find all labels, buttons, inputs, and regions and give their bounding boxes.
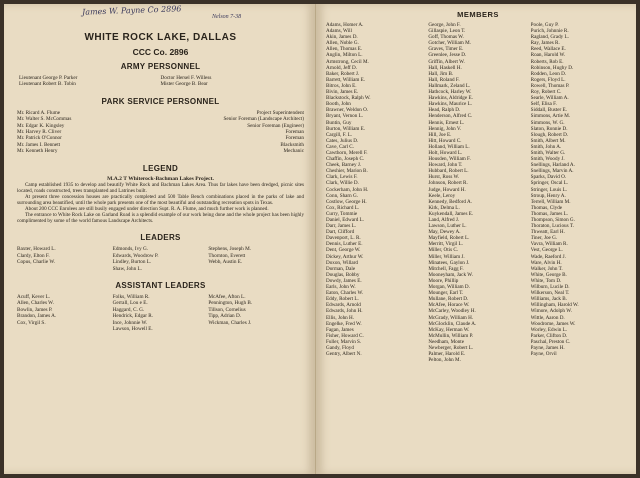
assistant-leader-name: Brandon, James A. <box>17 313 57 320</box>
leader-name: Stephens, Joseph M. <box>208 246 251 253</box>
member-name: Mooneyham, Jack W. <box>428 271 473 278</box>
member-name: Edwards, John H. <box>326 308 363 315</box>
army-heading: ARMY PERSONNEL <box>120 62 201 71</box>
member-name: Fisher, Howard C. <box>326 332 364 339</box>
member-name: Cheshier, Marion B. <box>326 168 368 175</box>
assistant-leader-name: Hendrick, Edgar R. <box>112 313 153 320</box>
members-columns <box>326 22 630 363</box>
member-name: Dickey, Arthur W. <box>326 253 364 260</box>
member-name: McKay, Herman W. <box>428 326 470 333</box>
member-name: Payne, James H. <box>530 344 565 351</box>
member-name: Hawkins, Aldridge E. <box>428 95 473 102</box>
member-name: Dowdy, James E. <box>326 277 362 284</box>
member-name: Dart, Clifford <box>326 229 355 236</box>
leader-name: Lindley, Burton L. <box>112 259 152 266</box>
member-name: Arnold, Jeff D. <box>326 64 358 71</box>
leader-name: Thornton, Everett <box>208 252 246 259</box>
member-name: Hennig, John V. <box>428 125 462 132</box>
member-name: Hall, Jim B. <box>428 70 454 77</box>
member-name: Vest, George L. <box>530 247 563 254</box>
park-person-row <box>15 148 306 154</box>
member-name: White, George B. <box>530 271 567 278</box>
member-name: Cawthorn, Merell F. <box>326 149 368 156</box>
member-name: Smith, Woody J. <box>530 156 565 163</box>
handwritten-note-2: Nelson 7-38 <box>212 14 242 20</box>
member-name: Payne, Orvil <box>530 351 557 358</box>
left-page <box>4 4 316 474</box>
army-person: Mister George B. Bear <box>160 81 208 88</box>
assistant-leader-name: Tillson, Cornelius <box>208 306 246 313</box>
member-name: Miller, William J. <box>428 253 465 260</box>
member-name: Newberger, Robert L. <box>428 344 474 351</box>
member-name: Thoraton, Lucious T. <box>530 223 574 230</box>
member-name: Henderson, Alfred C. <box>428 113 473 120</box>
member-name: Robinson, Hughy D. <box>530 64 574 71</box>
member-name: Bitros, John E. <box>326 82 357 89</box>
member-name: Armstrong, Cecil M. <box>326 58 369 65</box>
member-name: Ragland, Grady L. <box>530 34 569 41</box>
member-name: Mullane, Robert D. <box>428 296 469 303</box>
member-name: Buntin, Guy <box>326 119 352 126</box>
member-name: Brawner, Weldon O. <box>326 107 369 114</box>
park-person-name: Mr. Edgar K. Kingsley <box>17 122 65 129</box>
member-name: Self, Elisa F. <box>530 101 557 108</box>
member-name: Doxon, Willard <box>326 259 358 266</box>
member-name: Dennis, Luther E. <box>326 241 363 248</box>
park-person-name: Mr. Patrick O'Connor <box>17 135 62 142</box>
member-name: Rowell, Thomas P. <box>530 82 570 89</box>
member-name: Wade, Raeford J. <box>530 253 566 260</box>
member-name: Fagan, James <box>326 326 354 333</box>
park-person-role: Senior Foreman (Engineer) <box>247 122 304 129</box>
member-name: Costlow, George H. <box>326 198 367 205</box>
assistant-leaders-list <box>15 294 306 332</box>
member-name: Hawkins, Maurice L. <box>428 101 473 108</box>
assistant-leader-name: Bowlin, James P. <box>17 306 53 313</box>
member-name: Graves, Timer E. <box>428 46 464 53</box>
member-name: Terrell, William M. <box>530 198 571 205</box>
member-name: Woodrome, James W. <box>530 320 576 327</box>
member-name: Housden, William F. <box>428 156 471 163</box>
member-name: Wittle, Aaron D. <box>530 314 565 321</box>
member-name: Chaffin, Joseph C. <box>326 156 365 163</box>
leader-name: Clardy, Elton F. <box>17 252 50 259</box>
park-person-name: Mr. Kenneth Henry <box>17 148 58 155</box>
leaders-list <box>15 246 306 272</box>
member-name: Gillaspie, Leon T. <box>428 28 466 35</box>
leader-name: Edwards, Woodrow P. <box>112 252 159 259</box>
member-name: Allen, Noble G. <box>326 40 359 47</box>
member-name: Williams, Jack B. <box>530 296 567 303</box>
legend-text <box>15 182 306 225</box>
assistant-leader-name: Gerrall, Lou e E. <box>112 300 148 307</box>
assistant-leader-name: Tipp, Adrian D. <box>208 313 241 320</box>
member-name: Slough, Robert D. <box>530 131 569 138</box>
leader-name: Baxter, Howard L. <box>17 246 56 253</box>
legend-subtitle: M.A.2 T Whiterock-Bachman Lakes Project. <box>107 175 214 182</box>
member-name: Snellings, Marvin A. <box>530 168 574 175</box>
leader-name: Webb, Austin E. <box>208 259 243 266</box>
assistant-leader-name: Allen, Charles W. <box>17 300 54 307</box>
member-name: Sparks, David O. <box>530 174 567 181</box>
member-name: Snellings, Harland A. <box>530 162 575 169</box>
booklet-spread <box>4 4 636 474</box>
member-name: McAfee, Horace W. <box>428 302 470 309</box>
member-name: Eaton, Charles W. <box>326 290 364 297</box>
member-name: Fuller, Marvin S. <box>326 338 362 345</box>
member-name: Cave, Carl C. <box>326 143 354 150</box>
member-name: Wilburn, Lucile D. <box>530 284 570 291</box>
members-column-3 <box>531 22 630 363</box>
member-name: Kirk, Delma L. <box>428 204 460 211</box>
member-name: Minatees, Gaylon J. <box>428 259 470 266</box>
assistant-leader-name: Pennington, Hugh B. <box>208 300 253 307</box>
member-name: Gandy, Floyd <box>326 344 354 351</box>
member-name: Pelton, John M. <box>428 357 461 364</box>
member-name: Thweatt, Earl H. <box>530 229 565 236</box>
member-name: Simmons, Artie M. <box>530 113 571 120</box>
park-person-role: Blacksmith <box>280 141 304 148</box>
leader-name <box>17 266 113 272</box>
page-title: WHITE ROCK LAKE, DALLAS <box>84 32 237 43</box>
member-name: Hallmark, Zeland L. <box>428 82 471 89</box>
member-name: Keele, Leroy <box>428 192 456 199</box>
assistant-leader-name: Acuff, Kever L. <box>17 293 51 300</box>
member-name: Smith, Walter G. <box>530 149 566 156</box>
member-name: Wilkerson, Neal T. <box>530 290 570 297</box>
member-name: Adams, Homer A. <box>326 22 364 28</box>
member-name: Anglin, Milton L. <box>326 52 363 59</box>
assistant-leader-name <box>208 326 304 332</box>
legend-paragraph: At present three concession houses are practically completed and 500 Table Bench combinations placed in the parks of lake and surrounding area beautified, until the whole park presents one of the most beautiful and outstanding recreation spots in Texas. <box>17 193 304 206</box>
member-name: Cargill, F. L. <box>326 131 353 138</box>
member-name: Clark, Willie D. <box>326 180 359 187</box>
member-name: Gotcher, William M. <box>428 40 471 47</box>
member-name: May, Dewey A. <box>428 229 461 236</box>
leader-name: Shaw, John L. <box>112 265 143 272</box>
leader-name <box>208 266 304 272</box>
park-person-role: Foreman <box>285 135 304 142</box>
member-name: McMullin, William P. <box>428 332 474 339</box>
member-name: Booth, John <box>326 101 351 108</box>
park-list <box>15 110 306 155</box>
member-name: Howard, John T. <box>428 162 463 169</box>
assistant-leaders-heading: ASSISTANT LEADERS <box>115 280 206 290</box>
member-name: George, John F. <box>428 22 461 28</box>
member-name: Needham, Monte <box>428 338 465 345</box>
member-name: Baker, Robert J. <box>326 70 360 77</box>
member-name: Gentry, Albert N. <box>326 351 362 358</box>
member-name: Clark, Lewis F. <box>326 174 358 181</box>
member-name: Davenport, L. R. <box>326 235 361 242</box>
park-person-role: Foreman <box>285 129 304 136</box>
member-name: Reed, Wallace E. <box>530 46 566 53</box>
member-name: Dorman, Dale <box>326 265 356 272</box>
member-name: Kennedy, Bedford A. <box>428 198 472 205</box>
member-name: Thomas, Clyde <box>530 204 563 211</box>
member-name: Douglas, Bobby <box>326 271 360 278</box>
member-name: Cheek, Barney J. <box>326 162 362 169</box>
member-name: Merritt, Virgil L. <box>428 241 463 248</box>
member-name: Hitt, Howard C. <box>428 137 462 144</box>
member-name: Bivin, James E. <box>326 89 359 96</box>
member-name: Engelke, Fred W. <box>326 320 362 327</box>
member-name: Simmons, W. G. <box>530 119 565 126</box>
member-name: Kuykendall, James E. <box>428 210 474 217</box>
member-name: Griffin, Albert W. <box>428 58 465 65</box>
assistant-leader-name: Ince, Johnnie W. <box>112 319 148 326</box>
member-name: McCarley, Woodley H. <box>428 308 476 315</box>
legend-paragraph: About 200 CCC Enrolees are still busily engaged under direction Supt. R. A. Flume, and much further work is planned. <box>25 206 269 213</box>
member-name: Palmer, Harold E. <box>428 351 466 358</box>
member-name: Hubbard, Robert L. <box>428 168 469 175</box>
member-name: Ellis, John H. <box>326 314 354 321</box>
member-name: McGlocklin, Claude A. <box>428 320 477 327</box>
member-name: Purich, Johnnie R. <box>530 28 569 35</box>
member-name: Conn, Sharn G. <box>326 192 358 199</box>
park-person-role: Mechanic <box>283 148 304 155</box>
legend-heading: LEGEND <box>142 163 179 173</box>
member-name: Edwards, Arnold <box>326 302 361 309</box>
member-name: Siddall, Buster E. <box>530 107 567 114</box>
leader-name: Edmonds, Ivy G. <box>112 246 149 253</box>
member-name: Eddy, Robert L. <box>326 296 359 303</box>
member-name: Daniel, Edward L. <box>326 217 364 223</box>
member-name: Poole, Guy P. <box>530 22 559 28</box>
park-person-role: Project Superintendent <box>256 109 304 116</box>
member-name: Goff, Thomas W. <box>428 34 464 41</box>
member-name: Slaton, Ronnie D. <box>530 125 568 132</box>
member-name: Lawson, Luther L. <box>428 223 467 230</box>
member-name: Worley, Edwin L. <box>530 326 568 333</box>
member-name: Hall, Haskell H. <box>428 64 462 71</box>
members-column-1 <box>326 22 425 363</box>
park-person-role: Senior Foreman (Landscape Architect) <box>223 116 304 123</box>
member-name: Walker, John T. <box>530 265 563 272</box>
member-name: Holt, Howard L. <box>428 149 463 156</box>
member-name: Wimore, Adolph W. <box>530 308 572 315</box>
member-name: Rogers, Floyd L. <box>530 76 566 83</box>
assistant-leader-name: Lawson, Howell E. <box>112 325 153 332</box>
member-name: Hennis, Ernest L. <box>428 119 465 126</box>
member-name: Parker, Clifton D. <box>530 332 568 339</box>
member-name: Greenlee, Jesse D. <box>428 52 467 59</box>
member-name: White, Tom D. <box>530 277 562 284</box>
member-name: Hurst, Ross W. <box>428 174 460 181</box>
member-name: Head, Ralph D. <box>428 107 461 114</box>
legend-paragraph: Camp established 1935 to develop and beautify White Rock and Bachman Lakes Area. Thus far lakes have been dredged, picnic sites located, roads constructed, trees transplanted and Latrines built. <box>17 181 304 194</box>
member-name: McGrady, William H. <box>428 314 474 321</box>
member-name: Holland, William L. <box>428 143 470 150</box>
member-name: Curry, Tommie <box>326 210 358 217</box>
park-person-name: Mr. James I. Bennett <box>17 141 61 148</box>
member-name: Roy, Robert C. <box>530 89 562 96</box>
member-name: Stringer, Louis L. <box>530 186 568 193</box>
member-name: Allen, Thomas E. <box>326 46 363 53</box>
member-name: Blackstock, Ralph W. <box>326 95 371 102</box>
member-name: Smith, John A. <box>530 143 562 150</box>
member-name: Mitchell, Fagg F. <box>428 265 464 272</box>
members-column-2 <box>428 22 527 363</box>
member-name: Miller, Otis C. <box>428 247 459 254</box>
member-name: Moore, Phillip <box>428 277 459 284</box>
member-name: Ware, Alvin H. <box>530 259 562 266</box>
company-number: CCC Co. 2896 <box>132 47 189 57</box>
member-name: Paschal, Preston C. <box>530 338 571 345</box>
member-name: Thomas, James L. <box>530 210 569 217</box>
member-name: Hill, Joe E. <box>428 131 452 138</box>
member-name: Rodden, Leon D. <box>530 70 567 77</box>
handwritten-note: James W. Payne Co 2896 <box>81 4 182 17</box>
assistant-leader-name: Haggard, C. G. <box>112 306 145 313</box>
members-heading: MEMBERS <box>457 10 499 19</box>
member-name: Stroup, Henry A. <box>530 192 566 199</box>
park-person-name: Mr. Harvey R. Cliver <box>17 129 62 136</box>
member-name: Hathcock, Harley W. <box>428 89 472 96</box>
army-list <box>15 75 306 88</box>
member-name: Barrett, William E. <box>326 76 366 83</box>
army-person: Doctor Hersel F. Willess <box>160 75 212 81</box>
member-name: Cox, Richard L. <box>326 204 360 211</box>
member-name: Cockerham, John H. <box>326 186 369 193</box>
member-name: Morgan, William D. <box>428 284 470 291</box>
member-name: Mayfield, Robert L. <box>428 235 470 242</box>
member-name: Dent, George W. <box>326 247 361 254</box>
legend-paragraph: The entrance to White Rock Lake on Garland Road is a splendid example of our work being done and the whole project has been highly complimented by some of the world famous Landscape Architects. <box>17 212 304 225</box>
member-name: Johnson, Robert R. <box>428 180 468 187</box>
member-name: Adams, Will <box>326 28 352 35</box>
member-name: Bryant, Vernon L. <box>326 113 364 120</box>
member-name: Ray, James R. <box>530 40 560 47</box>
member-name: Searle, William A. <box>530 95 569 102</box>
army-person: Lieutenant George P. Parker <box>19 75 78 81</box>
army-person: Lieutenant Robert B. Tobin <box>19 81 76 88</box>
member-name: Roberts, Rob E. <box>530 58 564 65</box>
member-name: Land, Alfred J. <box>428 217 460 223</box>
member-name: Willingham, Harold W. <box>530 302 579 309</box>
member-name: Smith, Albert M. <box>530 137 566 144</box>
member-name: Thompson, Simon G. <box>530 217 575 223</box>
member-name: Mounger, Earl T. <box>428 290 464 297</box>
member-name: Akin, James D. <box>326 34 358 41</box>
leader-name: Copus, Charlie W. <box>17 259 56 266</box>
leaders-heading: LEADERS <box>140 233 181 243</box>
assistant-leader-name: Folks, William R. <box>112 293 150 300</box>
member-name: Tiner, Joe G. <box>530 235 558 242</box>
member-name: Springer, Oscal L. <box>530 180 569 187</box>
member-name: Hall, Roland F. <box>428 76 460 83</box>
park-person-name: Mr. Walter S. McCommas <box>17 116 72 123</box>
assistant-leader-name: Wickman, Charles J. <box>208 319 252 326</box>
assistant-leader-name: Cox, Virgil S. <box>17 319 46 326</box>
assistant-leader-name <box>17 326 113 332</box>
member-name: Earls, John W. <box>326 284 356 291</box>
member-name: Burton, William E. <box>326 125 366 132</box>
right-page <box>316 4 636 474</box>
assistant-leader-name: McAfee, Afton L. <box>208 293 246 300</box>
member-name: Roan, Harold W. <box>530 52 566 59</box>
park-heading: PARK SERVICE PERSONNEL <box>101 96 220 106</box>
member-name: Cates, Julius D. <box>326 137 359 144</box>
park-person-name: Mr. Ricard A. Flume <box>17 109 61 116</box>
member-name: Judge, Howard H. <box>428 186 466 193</box>
member-name: Darr, James L. <box>326 223 357 230</box>
member-name: Vavra, William R. <box>530 241 568 248</box>
